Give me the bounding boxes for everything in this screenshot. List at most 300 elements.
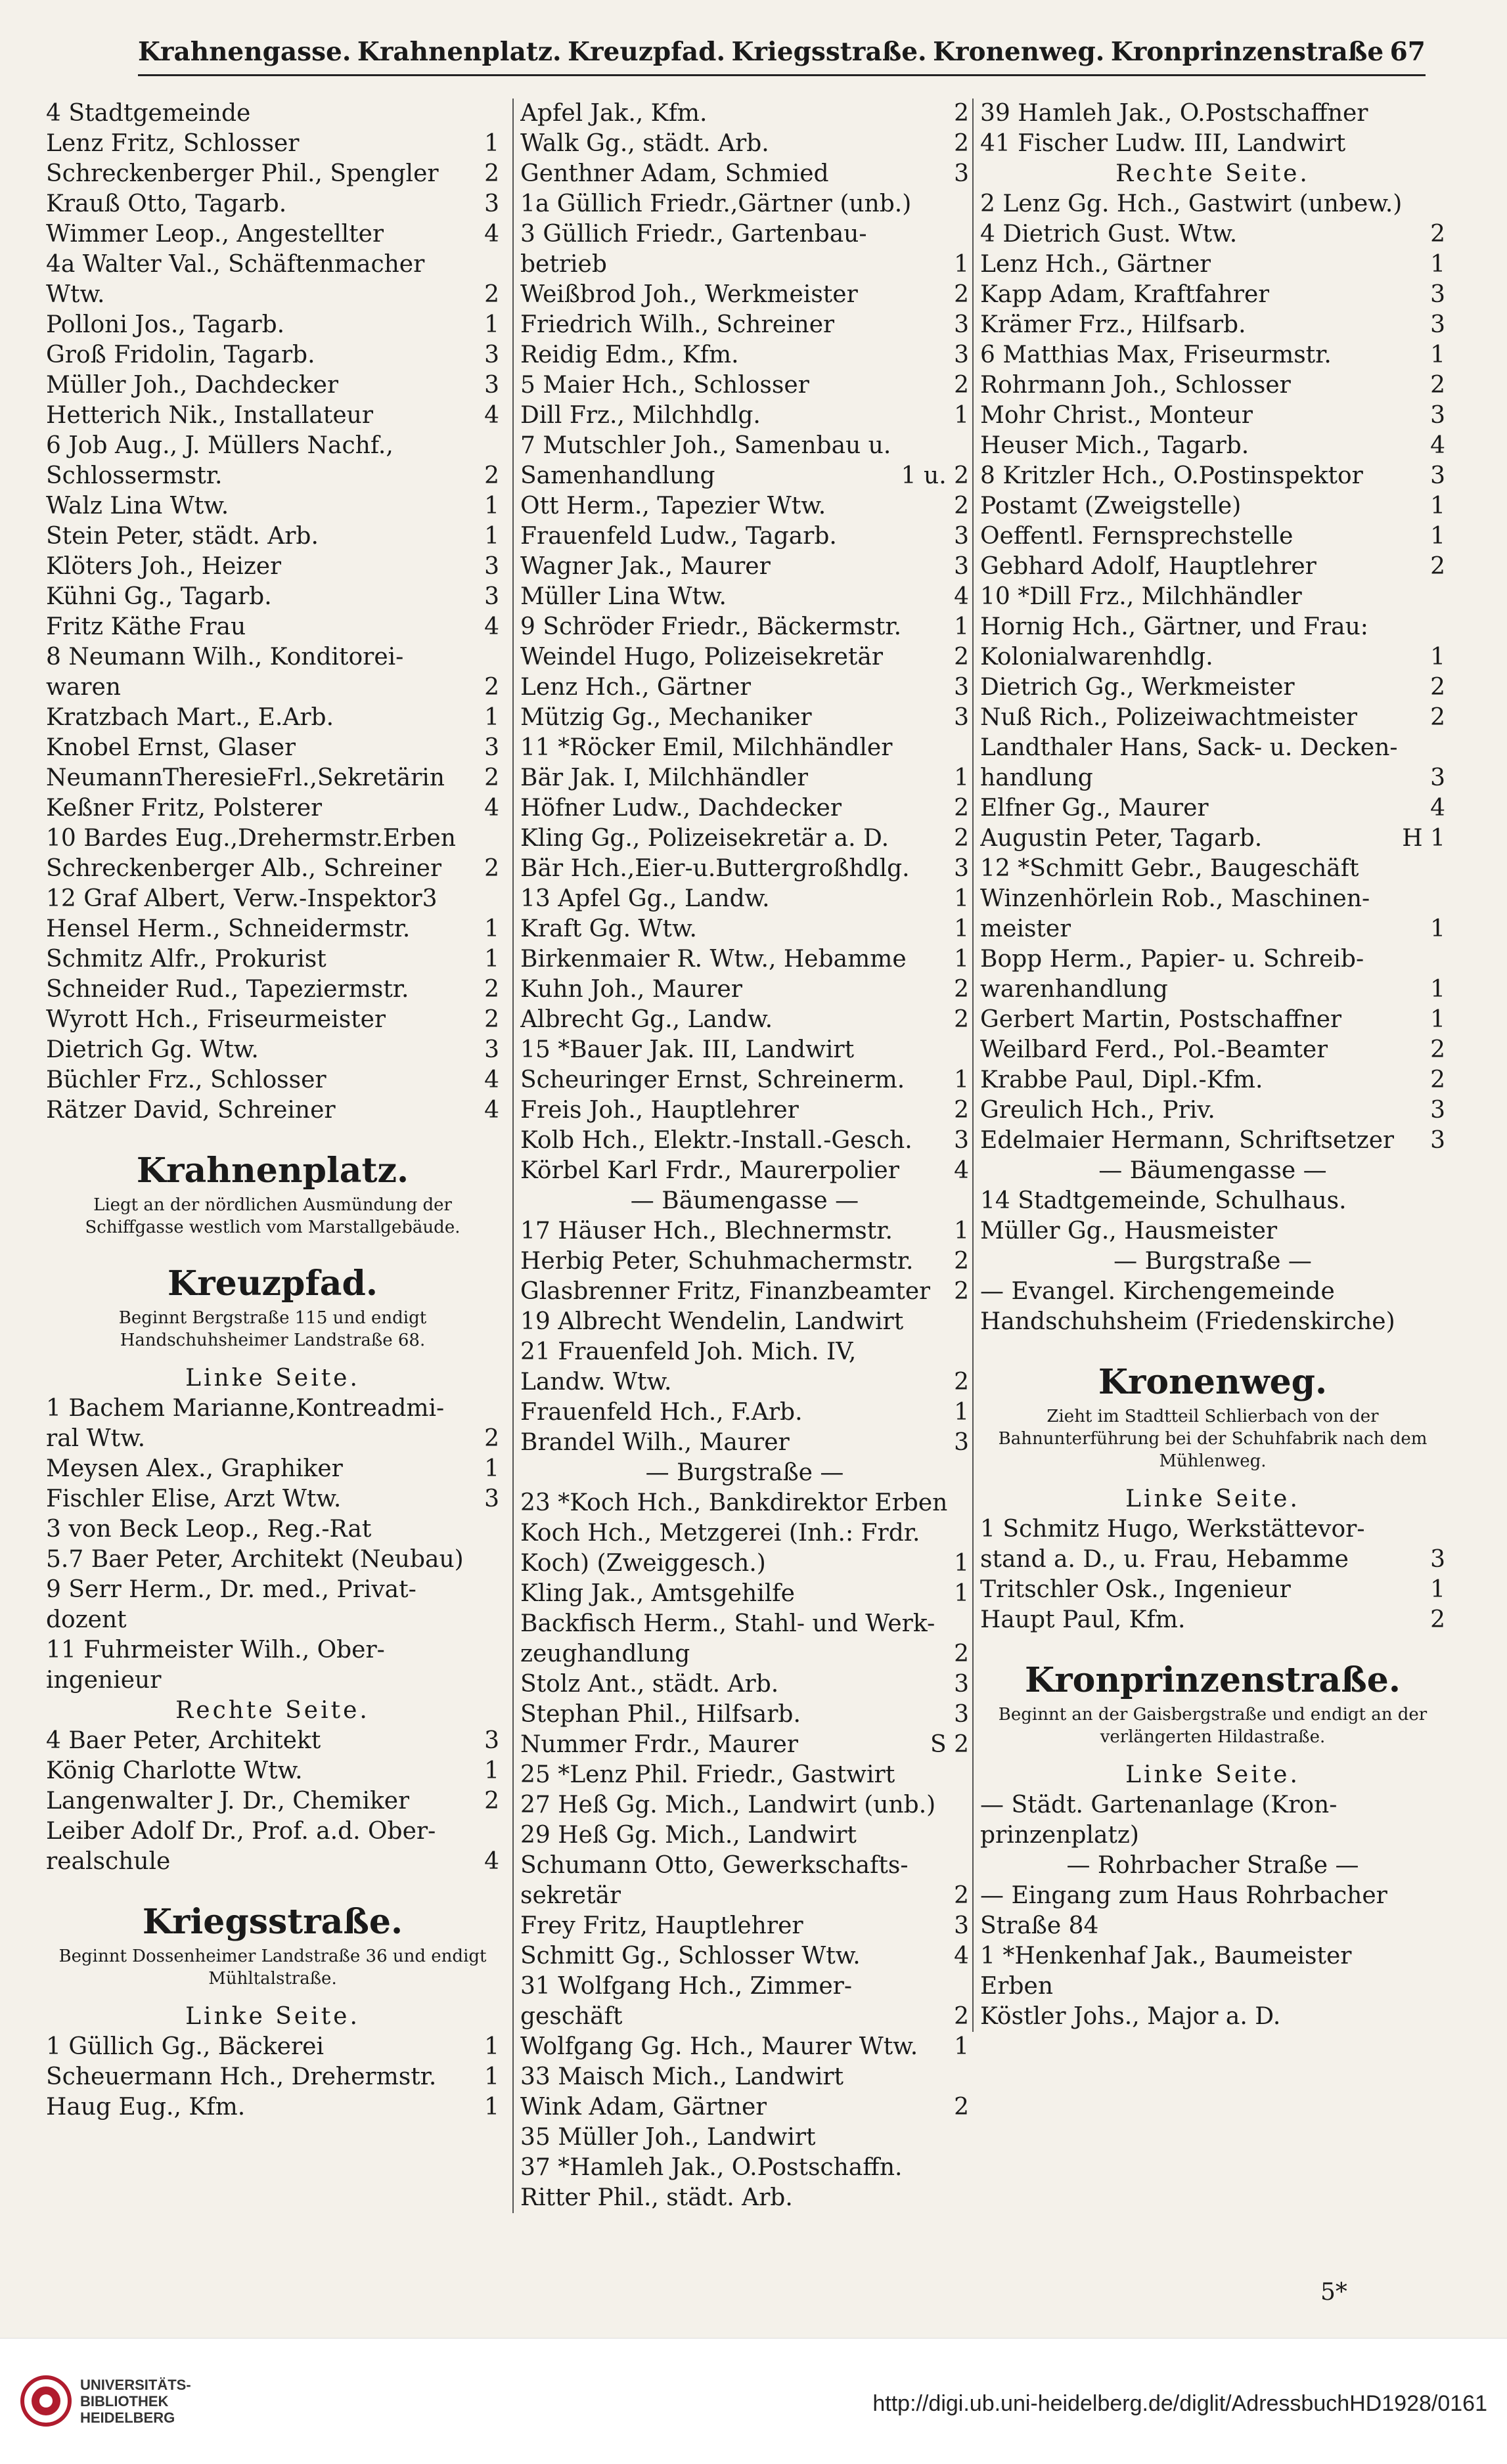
entry-line: 29 Heß Gg. Mich., Landwirt: [520, 1822, 857, 1849]
entry-line: Schumann Otto, Gewerkschafts-: [520, 1852, 909, 1879]
entry-line: Koch Hch., Metzgerei (Inh.: Frdr.: [520, 1520, 920, 1547]
floor-number: 4: [484, 613, 499, 640]
floor-number: 3: [954, 311, 969, 338]
entry-row: [520, 944, 969, 975]
library-name: [80, 2377, 191, 2426]
floor-number: 2: [954, 825, 969, 852]
floor-number: 3: [1430, 1127, 1445, 1154]
page-signature: 5*: [1320, 2279, 1347, 2306]
floor-number: 3: [484, 372, 499, 399]
floor-number: 3: [484, 583, 499, 610]
entry-row: [46, 2032, 499, 2062]
street-description: Beginnt Bergstraße 115 und endigt Handschuhsheimer Landstraße 68.: [118, 1308, 427, 1350]
entry-line: Backfisch Herm., Stahl- und Werk-: [520, 1610, 935, 1637]
floor-number: 4: [484, 795, 499, 822]
entry-text: Kapp Adam, Kraftfahrer: [980, 281, 1270, 308]
entry-row: [520, 1065, 969, 1095]
entry-text: Gerbert Martin, Postschaffner: [980, 1006, 1342, 1033]
floor-number: 2: [484, 976, 499, 1003]
entry-text: Edelmaier Hermann, Schriftsetzer: [980, 1127, 1395, 1154]
entry-line: 3 Güllich Friedr., Gartenbau-: [520, 221, 867, 248]
entry-line: 10 Bardes Eug.,Drehermstr.Erben: [46, 825, 456, 852]
floor-number: 1: [954, 946, 969, 973]
entry-row: [980, 914, 1445, 944]
entry-text: 1 Güllich Gg., Bäckerei: [46, 2033, 324, 2060]
entry-text: Mützig Gg., Mechaniker: [520, 704, 812, 731]
entry-line: Hornig Hch., Gärtner, und Frau:: [980, 613, 1368, 640]
entry-text: Schlossermstr.: [46, 462, 223, 489]
floor-number: 2: [484, 1006, 499, 1033]
entry-text: Weindel Hugo, Polizeisekretär: [520, 644, 884, 671]
floor-number: 1: [954, 1399, 969, 1426]
entry-text: Scheuringer Ernst, Schreinerm.: [520, 1067, 905, 1093]
entry-text: Schmitt Gg., Schlosser Wtw.: [520, 1943, 861, 1969]
floor-number: 4: [484, 1097, 499, 1124]
entry-row: [46, 975, 499, 1005]
entry-row: [980, 552, 1445, 582]
entry-row: [520, 2032, 969, 2062]
entry-text: Tritschler Osk., Ingenieur: [980, 1576, 1291, 1603]
entry-text: Mohr Christ., Monteur: [980, 402, 1253, 429]
entry-line: 39 Hamleh Jak., O.Postschaffner: [980, 100, 1368, 127]
entry-text: König Charlotte Wtw.: [46, 1757, 303, 1784]
entry-text: Knobel Ernst, Glaser: [46, 734, 296, 761]
entry-line: 1a Güllich Friedr.,Gärtner (unb.): [520, 190, 912, 217]
floor-number: 1: [484, 704, 499, 731]
entry-text: Kratzbach Mart., E.Arb.: [46, 704, 334, 731]
entry-text: Frauenfeld Ludw., Tagarb.: [520, 523, 837, 550]
entry-line: 2 Lenz Gg. Hch., Gastwirt (unbew.): [980, 190, 1403, 217]
header-item: Kreuzpfad.: [568, 36, 726, 67]
library-seal-icon: [20, 2375, 72, 2427]
floor-number: 2: [954, 976, 969, 1003]
entry-text: Meysen Alex., Graphiker: [46, 1455, 343, 1482]
floor-number: 2: [954, 1882, 969, 1909]
entry-text: Stolz Ant., städt. Arb.: [520, 1671, 779, 1698]
entry-text: warenhandlung: [980, 976, 1168, 1003]
header-item: Kriegsstraße.: [731, 36, 927, 67]
entry-row: [46, 1786, 499, 1816]
floor-number: 3: [484, 553, 499, 580]
entry-row: [520, 1941, 969, 1971]
entry-text: Samenhandlung: [520, 462, 715, 489]
entry-text: Kolonialwarenhdlg.: [980, 644, 1213, 671]
entry-row: [980, 461, 1445, 491]
library-line: HEIDELBERG: [80, 2409, 175, 2426]
side-heading: Linke Seite.: [1125, 1761, 1300, 1788]
entry-text: Wagner Jak., Maurer: [520, 553, 771, 580]
entry-row: [46, 944, 499, 975]
entry-text: Polloni Jos., Tagarb.: [46, 311, 285, 338]
floor-number: 3: [954, 523, 969, 550]
entry-text: 13 Apfel Gg., Landw.: [520, 885, 770, 912]
entry-row: [46, 854, 499, 884]
entry-line: 12 *Schmitt Gebr., Baugeschäft: [980, 855, 1359, 882]
entry-line: 11 *Röcker Emil, Milchhändler: [520, 734, 893, 761]
floor-number: 3: [954, 704, 969, 731]
entry-text: Weißbrod Joh., Werkmeister: [520, 281, 858, 308]
entry-text: Kling Jak., Amtsgehilfe: [520, 1580, 795, 1607]
street-heading: Krahnenplatz.: [136, 1151, 409, 1191]
floor-number: 2: [1430, 674, 1445, 701]
entry-row: [520, 1730, 969, 1760]
entry-row: [980, 824, 1445, 854]
floor-number: 1: [484, 2094, 499, 2121]
side-heading: Linke Seite.: [185, 1365, 360, 1392]
entry-text: Apfel Jak., Kfm.: [520, 100, 708, 127]
entry-row: [520, 1397, 969, 1428]
floor-number: 1: [1430, 493, 1445, 519]
entry-row: [520, 1911, 969, 1941]
entry-text: Müller Joh., Dachdecker: [46, 372, 339, 399]
entry-line: 31 Wolfgang Hch., Zimmer-: [520, 1973, 853, 2000]
entry-row: [520, 1700, 969, 1730]
floor-number: 1: [1430, 976, 1445, 1003]
entry-row: [520, 1277, 969, 1307]
entry-text: sekretär: [520, 1882, 621, 1909]
floor-number: 1: [1430, 1006, 1445, 1033]
cross-street: — Bäumengasse —: [1098, 1157, 1327, 1184]
entry-line: Bopp Herm., Papier- u. Schreib-: [980, 946, 1364, 973]
floor-number: S 2: [930, 1731, 969, 1758]
floor-number: 2: [484, 462, 499, 489]
floor-number: 1: [484, 311, 499, 338]
library-line: BIBLIOTHEK: [80, 2393, 169, 2409]
entry-text: Haupt Paul, Kfm.: [980, 1606, 1186, 1633]
entry-row: [520, 280, 969, 310]
entry-row: [980, 1605, 1445, 1635]
floor-number: 3: [484, 341, 499, 368]
entry-row: [980, 1065, 1445, 1095]
entry-line: 11 Fuhrmeister Wilh., Ober-: [46, 1637, 385, 1663]
entry-text: 17 Häuser Hch., Blechnermstr.: [520, 1218, 893, 1244]
entry-text: Groß Fridolin, Tagarb.: [46, 341, 315, 368]
side-heading: Linke Seite.: [1125, 1485, 1300, 1512]
floor-number: 3: [1430, 281, 1445, 308]
entry-line: 4 Stadtgemeinde: [46, 100, 251, 127]
entry-line: 23 *Koch Hch., Bankdirektor Erben: [520, 1489, 948, 1516]
entry-text: Hetterich Nik., Installateur: [46, 402, 374, 429]
floor-number: 2: [484, 160, 499, 187]
floor-number: 1: [484, 915, 499, 942]
entry-row: [520, 129, 969, 159]
entry-row: [520, 1005, 969, 1035]
floor-number: 2: [1430, 704, 1445, 731]
entry-row: [46, 1095, 499, 1126]
entry-text: waren: [46, 674, 121, 701]
entry-text: ral Wtw.: [46, 1425, 146, 1452]
cross-street: — Rohrbacher Straße —: [1066, 1852, 1359, 1879]
floor-number: 4: [484, 1067, 499, 1093]
floor-number: 2: [954, 372, 969, 399]
entry-text: realschule: [46, 1848, 171, 1875]
floor-number: 3: [954, 1671, 969, 1698]
street-description: Zieht im Stadtteil Schlierbach von der Bahnunterführung bei der Schuhfabrik nach dem Mühlenweg.: [998, 1407, 1428, 1471]
entry-text: Lenz Hch., Gärtner: [520, 674, 752, 701]
entry-line: 27 Heß Gg. Mich., Landwirt (unb.): [520, 1792, 936, 1818]
floor-number: 1: [954, 885, 969, 912]
entry-text: Walz Lina Wtw.: [46, 493, 229, 519]
entry-line: 41 Fischer Ludw. III, Landwirt: [980, 130, 1346, 157]
floor-number: 4: [954, 1157, 969, 1184]
floor-number: 2: [484, 1788, 499, 1815]
entry-text: Ott Herm., Tapezier Wtw.: [520, 493, 826, 519]
entry-line: — Eingang zum Haus Rohrbacher: [980, 1882, 1387, 1909]
floor-number: 2: [484, 674, 499, 701]
entry-row: [520, 2092, 969, 2123]
floor-number: 2: [484, 855, 499, 882]
entry-line: — Städt. Gartenanlage (Kron-: [980, 1792, 1338, 1818]
floor-number: 3: [1430, 402, 1445, 429]
floor-number: 1: [954, 915, 969, 942]
entry-row: [520, 1549, 969, 1579]
entry-line: 5.7 Baer Peter, Architekt (Neubau): [46, 1546, 464, 1573]
entry-row: [520, 1428, 969, 1458]
entry-row: [980, 340, 1445, 370]
entry-row: [46, 1726, 499, 1756]
entry-row: [520, 1639, 969, 1669]
entry-text: Wimmer Leop., Angestellter: [46, 221, 384, 248]
entry-row: [520, 914, 969, 944]
entry-row: [46, 552, 499, 582]
entry-line: 3 von Beck Leop., Reg.-Rat: [46, 1516, 372, 1543]
floor-number: 4: [484, 1848, 499, 1875]
entry-row: [46, 219, 499, 250]
entry-text: Frey Fritz, Hauptlehrer: [520, 1912, 803, 1939]
entry-text: Schreckenberger Alb., Schreiner: [46, 855, 442, 882]
entry-text: Keßner Fritz, Polsterer: [46, 795, 323, 822]
entry-row: [520, 884, 969, 914]
entry-text: Krämer Frz., Hilfsarb.: [980, 311, 1246, 338]
entry-text: Elfner Gg., Maurer: [980, 795, 1209, 822]
floor-number: 2: [1430, 1036, 1445, 1063]
entry-text: Kühni Gg., Tagarb.: [46, 583, 272, 610]
entry-text: Dietrich Gg., Werkmeister: [980, 674, 1295, 701]
entry-text: Bär Jak. I, Milchhändler: [520, 764, 809, 791]
entry-row: [520, 672, 969, 703]
floor-number: 3: [954, 1127, 969, 1154]
entry-row: [980, 703, 1445, 733]
column-middle: [512, 99, 969, 2213]
entry-text: Höfner Ludw., Dachdecker: [520, 795, 842, 822]
entry-text: meister: [980, 915, 1071, 942]
entry-line: Ritter Phil., städt. Arb.: [520, 2184, 793, 2211]
entry-line: 4a Walter Val., Schäftenmacher: [46, 251, 425, 278]
side-heading: Rechte Seite.: [1115, 160, 1310, 187]
entry-text: Fischler Elise, Arzt Wtw.: [46, 1485, 342, 1512]
floor-number: 2: [954, 644, 969, 671]
street-heading: Kriegsstraße.: [142, 1902, 403, 1942]
floor-number: 4: [1430, 795, 1445, 822]
header-item: Krahnengasse.: [138, 36, 351, 67]
entry-text: Kolb Hch., Elektr.-Install.-Gesch.: [520, 1127, 912, 1154]
floor-number: 4: [484, 221, 499, 248]
entry-text: Kuhn Joh., Maurer: [520, 976, 742, 1003]
entry-text: zeughandlung: [520, 1640, 690, 1667]
entry-row: [520, 1126, 969, 1156]
entry-text: 5 Maier Hch., Schlosser: [520, 372, 809, 399]
entry-text: Oeffentl. Fernsprechstelle: [980, 523, 1293, 550]
entry-row: [46, 733, 499, 763]
entry-row: [520, 824, 969, 854]
entry-row: [520, 461, 969, 491]
entry-text: 4 Baer Peter, Architekt: [46, 1727, 321, 1754]
entry-row: [980, 1035, 1445, 1065]
entry-row: [520, 552, 969, 582]
entry-row: [46, 672, 499, 703]
floor-number: 1: [1430, 1576, 1445, 1603]
entry-row: [520, 763, 969, 793]
entry-row: [46, 491, 499, 521]
entry-text: Birkenmaier R. Wtw., Hebamme: [520, 946, 907, 973]
entry-text: Greulich Hch., Priv.: [980, 1097, 1215, 1124]
floor-number: 1: [484, 1757, 499, 1784]
page-header: [138, 34, 1426, 76]
entry-row: [46, 1454, 499, 1484]
entry-text: Genthner Adam, Schmied: [520, 160, 829, 187]
library-line: UNIVERSITÄTS-: [80, 2377, 191, 2393]
side-heading: Linke Seite.: [185, 2003, 360, 2030]
floor-number: 2: [954, 2094, 969, 2121]
floor-number: 3: [484, 734, 499, 761]
floor-number: 3: [484, 1485, 499, 1512]
entry-row: [46, 280, 499, 310]
entry-line: 12 Graf Albert, Verw.-Inspektor3: [46, 885, 438, 912]
entry-text: Lenz Hch., Gärtner: [980, 251, 1211, 278]
entry-line: 14 Stadtgemeinde, Schulhaus.: [980, 1187, 1347, 1214]
entry-row: [46, 129, 499, 159]
entry-text: Rohrmann Joh., Schlosser: [980, 372, 1291, 399]
entry-text: Landw. Wtw.: [520, 1369, 672, 1396]
floor-number: 1: [954, 251, 969, 278]
floor-number: 2: [954, 1097, 969, 1124]
floor-number: 4: [954, 583, 969, 610]
entry-row: [46, 370, 499, 401]
entry-text: Postamt (Zweigstelle): [980, 493, 1242, 519]
entry-line: Leiber Adolf Dr., Prof. a.d. Ober-: [46, 1818, 436, 1845]
entry-row: [520, 1579, 969, 1609]
floor-number: 1: [484, 1455, 499, 1482]
entry-line: 8 Neumann Wilh., Konditorei-: [46, 644, 404, 671]
entry-text: Frauenfeld Hch., F.Arb.: [520, 1399, 803, 1426]
entry-text: Haug Eug., Kfm.: [46, 2094, 246, 2121]
entry-line: — Evangel. Kirchengemeinde: [980, 1278, 1335, 1305]
floor-number: 1: [484, 946, 499, 973]
entry-text: Freis Joh., Hauptlehrer: [520, 1097, 799, 1124]
entry-row: [520, 642, 969, 672]
floor-number: 1: [1430, 644, 1445, 671]
viewer-footer: [0, 2338, 1507, 2464]
entry-line: ingenieur: [46, 1667, 162, 1694]
entry-text: Wyrott Hch., Friseurmeister: [46, 1006, 386, 1033]
floor-number: 1: [954, 1067, 969, 1093]
cross-street: — Burgstraße —: [1113, 1248, 1312, 1275]
entry-text: Reidig Edm., Kfm.: [520, 341, 739, 368]
floor-number: 1: [484, 2063, 499, 2090]
entry-text: NeumannTheresieFrl.,Sekretärin: [46, 764, 445, 791]
header-item: Krahnenplatz.: [357, 36, 562, 67]
entry-text: 6 Matthias Max, Friseurmstr.: [980, 341, 1332, 368]
floor-number: 2: [954, 1006, 969, 1033]
entry-text: Koch) (Zweiggesch.): [520, 1550, 766, 1577]
floor-number: 2: [1430, 372, 1445, 399]
column-right: [972, 99, 1445, 2032]
entry-row: [520, 370, 969, 401]
entry-text: Nummer Frdr., Maurer: [520, 1731, 798, 1758]
entry-text: Wolfgang Gg. Hch., Maurer Wtw.: [520, 2033, 918, 2060]
entry-row: [520, 1216, 969, 1246]
entry-row: [46, 793, 499, 824]
entry-row: [980, 370, 1445, 401]
floor-number: 1: [484, 493, 499, 519]
entry-text: 4 Dietrich Gust. Wtw.: [980, 221, 1238, 248]
entry-text: Dill Frz., Milchhdlg.: [520, 402, 761, 429]
entry-line: Winzenhörlein Rob., Maschinen-: [980, 885, 1370, 912]
entry-text: Schreckenberger Phil., Spengler: [46, 160, 439, 187]
entry-row: [46, 1005, 499, 1035]
entry-text: Dietrich Gg. Wtw.: [46, 1036, 259, 1063]
entry-row: [520, 491, 969, 521]
entry-line: 9 Serr Herm., Dr. med., Privat-: [46, 1576, 416, 1603]
floor-number: 3: [954, 1429, 969, 1456]
column-left: [46, 99, 499, 2123]
floor-number: 1: [1430, 251, 1445, 278]
floor-number: 2: [954, 795, 969, 822]
entry-row: [46, 340, 499, 370]
entry-row: [980, 1126, 1445, 1156]
entry-row: [520, 99, 969, 129]
entry-row: [46, 2062, 499, 2092]
entry-row: [980, 793, 1445, 824]
entry-text: Hensel Herm., Schneidermstr.: [46, 915, 411, 942]
floor-number: 2: [484, 281, 499, 308]
entry-row: [980, 672, 1445, 703]
entry-line: 1 Schmitz Hugo, Werkstättevor-: [980, 1516, 1365, 1543]
street-description: Beginnt an der Gaisbergstraße und endigt an der verlängerten Hildastraße.: [998, 1705, 1428, 1747]
street-heading: Kreuzpfad.: [168, 1264, 378, 1304]
entry-row: [980, 280, 1445, 310]
entry-row: [980, 401, 1445, 431]
entry-row: [46, 521, 499, 552]
floor-number: 3: [484, 190, 499, 217]
entry-row: [520, 1367, 969, 1397]
floor-number: 2: [954, 1640, 969, 1667]
entry-row: [520, 521, 969, 552]
entry-row: [46, 2092, 499, 2123]
floor-number: 4: [484, 402, 499, 429]
entry-text: Fritz Käthe Frau: [46, 613, 246, 640]
entry-text: betrieb: [520, 251, 607, 278]
floor-number: 1: [484, 2033, 499, 2060]
entry-row: [980, 219, 1445, 250]
floor-number: 1: [1430, 915, 1445, 942]
entry-row: [46, 763, 499, 793]
entry-row: [46, 461, 499, 491]
entry-row: [980, 975, 1445, 1005]
floor-number: 2: [484, 764, 499, 791]
entry-line: 33 Maisch Mich., Landwirt: [520, 2063, 844, 2090]
floor-number: 1: [954, 1580, 969, 1607]
entry-text: Walk Gg., städt. Arb.: [520, 130, 769, 157]
entry-text: Stephan Phil., Hilfsarb.: [520, 1701, 801, 1728]
floor-number: 1: [1430, 341, 1445, 368]
entry-text: Langenwalter J. Dr., Chemiker: [46, 1788, 410, 1815]
floor-number: 3: [954, 341, 969, 368]
side-heading: Rechte Seite.: [175, 1697, 370, 1724]
source-url-link[interactable]: http://digi.ub.uni-heidelberg.de/diglit/AdressbuchHD1928/0161: [872, 2391, 1487, 2416]
floor-number: 3: [484, 1036, 499, 1063]
entry-text: Krabbe Paul, Dipl.-Kfm.: [980, 1067, 1263, 1093]
